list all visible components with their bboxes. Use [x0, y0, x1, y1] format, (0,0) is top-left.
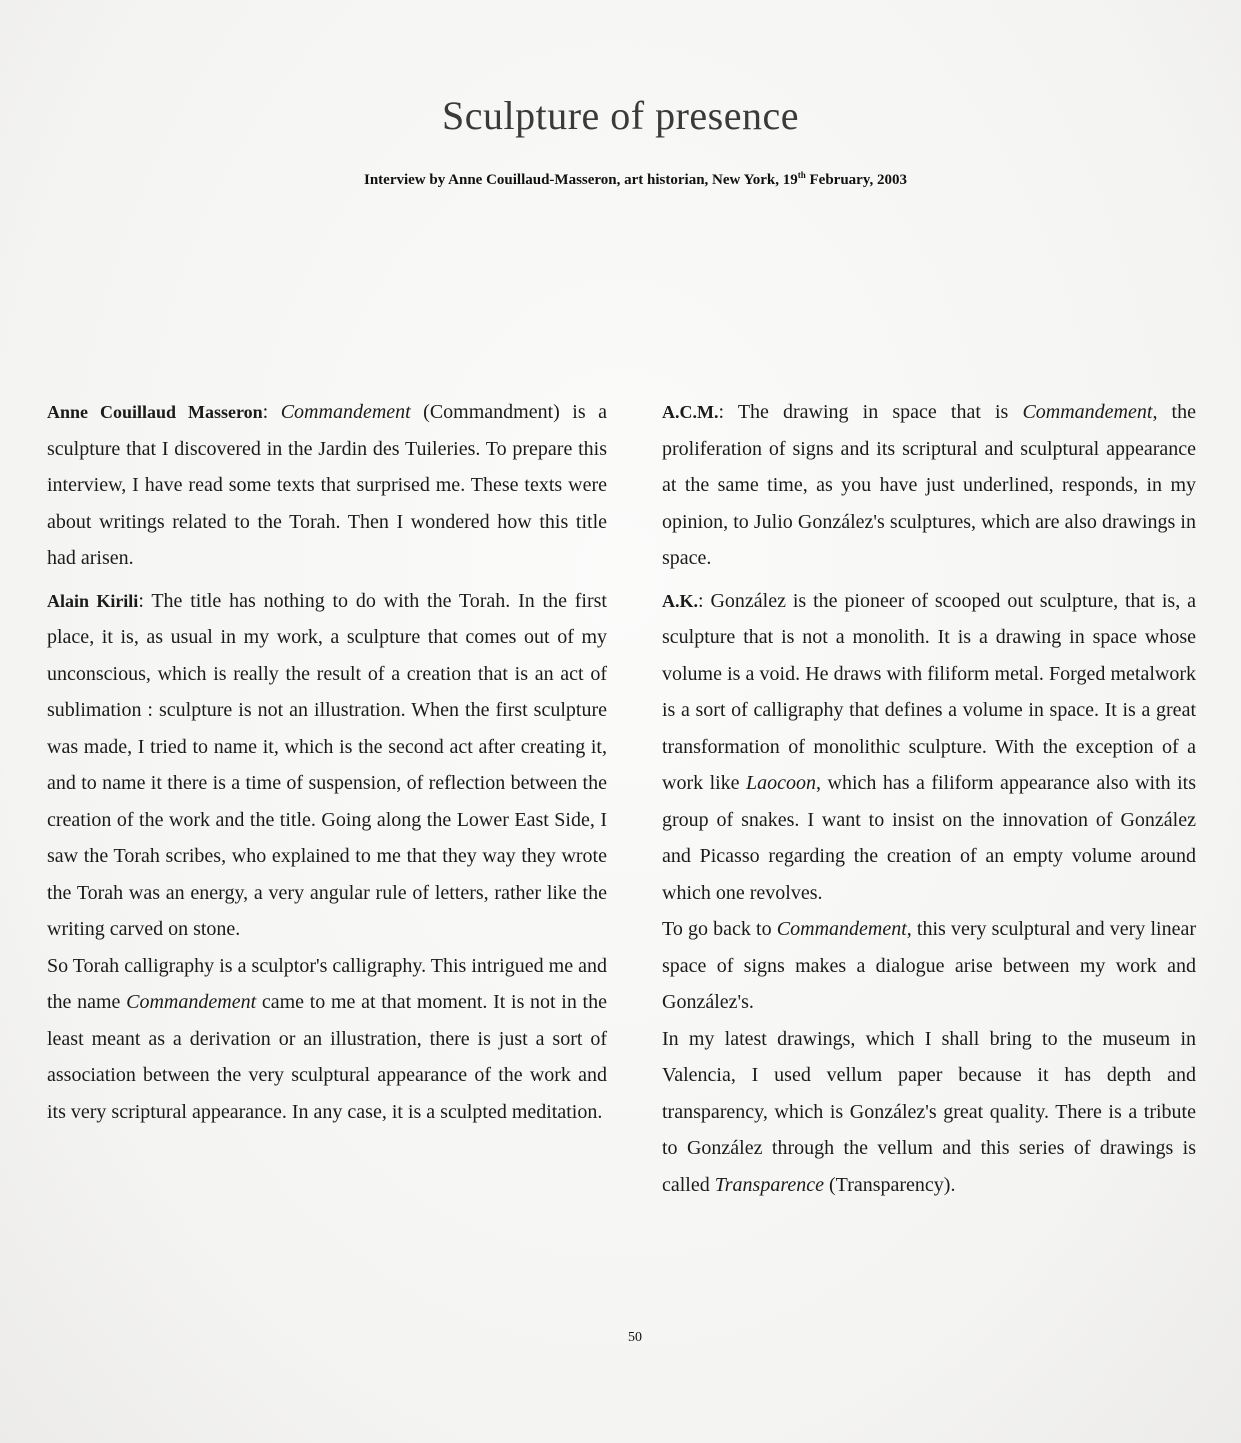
paragraph-text: The title has nothing to do with the Torah. In the first place, it is, as usual in my work, a sculpture that comes out of my unconscious, which is really the result of a creation that is an act of sublimation : sculpture is not an illustration. When the first sculpture was made, I tried to name it, which is the second act after creating it, and to name it there is a time of suspension, of reflection between the creation of the work and the title. Going along the Lower East Side, I saw the Torah scribes, who explained to me that they way they wrote the Torah was an energy, a very angular rule of letters, rather like the writing carved on stone.: [47, 589, 607, 940]
paragraph: [662, 911, 1196, 1021]
speaker-name: A.K.: [662, 590, 698, 611]
speaker-name: Alain Kirili: [47, 590, 139, 611]
left-column: [47, 394, 607, 1136]
paragraph-text: So Torah calligraphy is a sculptor's calligraphy. This intrigued me and the name: [47, 954, 607, 1013]
page-title: Sculpture of presence: [441, 93, 800, 138]
paragraph: [47, 948, 607, 1131]
work-title: Commandement: [280, 401, 411, 423]
paragraph-text: , this very sculptural and very linear space of signs makes a dialogue arise between my work and González's.: [662, 918, 1196, 1013]
paragraph-text: The drawing in space that is: [737, 401, 1023, 423]
speaker-name: A.C.M.: [662, 402, 719, 422]
byline-date: February, 2003: [805, 172, 908, 188]
work-title: Transparence: [714, 1173, 825, 1196]
interview-byline: [0, 170, 1241, 189]
paragraph: Anne Couillaud Masseron: Commandement (Commandment) is a sculpture that I discovered in the Jardin des Tuileries. To prepare this interview, I have read some texts that surprised me. These texts were about writings related to the Torah. Then I wondered how this title had arisen.: [47, 401, 607, 569]
work-title: Commandement: [126, 991, 257, 1013]
paragraph-text: To go back to: [662, 918, 777, 940]
work-title: Laocoon: [746, 772, 817, 794]
page-number: 50: [628, 1330, 642, 1345]
paragraph-text: (Transparency).: [824, 1173, 956, 1196]
work-title: Commandement: [776, 918, 907, 940]
paragraph-text: , the proliferation of signs and its scriptural and sculptural appearance at the same time, as you have just underlined, responds, in my opinion, to Julio González's sculptures, which are also drawings in space.: [662, 401, 1196, 569]
paragraph-text: (Commandment) is a sculpture that I discovered in the Jardin des Tuileries. To prepare this interview, I have read some texts that surprised me. These texts were about writings related to the Torah. Then I wondered how this title had arisen.: [47, 401, 607, 569]
byline-ordinal: th: [797, 170, 806, 180]
byline-text: Interview by Anne Couillaud-Masseron, art historian, New York, 19: [363, 172, 798, 188]
paragraph: A.K.: González is the pioneer of scooped out sculpture, that is, a sculpture that is not a monolith. It is a drawing in space whose volume is a void. He draws with filiform metal. Forged metalwork is a sort of calligraphy that defines a volume in space. It is a great transformation of monolithic sculpture. With the exception of a work like Laocoon, which has a filiform appearance also with its group of snakes. I want to insist on the innovation of González and Picasso regarding the creation of an empty volume around which one revolves.: [662, 589, 1196, 904]
paragraph-text: came to me at that moment. It is not in the least meant as a derivation or an illustration, there is just a sort of association between the very sculptural appearance of the work and its very scriptural appearance. In any case, it is a sculpted meditation.: [47, 991, 607, 1123]
paragraph-text: In my latest drawings, which I shall bring to the museum in Valencia, I used vellum paper because it has depth and transparency, which is González's great quality. There is a tribute to González through the vellum and this series of drawings is called: [662, 1027, 1196, 1196]
paragraph: [662, 1021, 1196, 1204]
paragraph-text: , which has a filiform appearance also with its group of snakes. I want to insist on the innovation of González and Picasso regarding the creation of an empty volume around which one revolves.: [662, 772, 1196, 904]
speaker-name: Anne Couillaud Masseron: [47, 402, 263, 422]
paragraph-text: González is the pioneer of scooped out sculpture, that is, a sculpture that is not a monolith. It is a drawing in space whose volume is a void. He draws with filiform metal. Forged metalwork is a sort of calligraphy that defines a volume in space. It is a great transformation of monolithic sculpture. With the exception of a work like: [662, 589, 1196, 794]
paragraph: A.C.M.: The drawing in space that is Commandement, the proliferation of signs and its scriptural and sculptural appearance at the same time, as you have just underlined, responds, in my opinion, to Julio González's sculptures, which are also drawings in space.: [662, 401, 1196, 569]
paragraph: Alain Kirili: The title has nothing to do with the Torah. In the first place, it is, as usual in my work, a sculpture that comes out of my unconscious, which is really the result of a creation that is an act of sublimation : sculpture is not an illustration. When the first sculpture was made, I tried to name it, which is the second act after creating it, and to name it there is a time of suspension, of reflection between the creation of the work and the title. Going along the Lower East Side, I saw the Torah scribes, who explained to me that they way they wrote the Torah was an energy, a very angular rule of letters, rather like the writing carved on stone.: [47, 589, 607, 940]
work-title: Commandement: [1022, 401, 1153, 423]
right-column: [662, 394, 1196, 1209]
